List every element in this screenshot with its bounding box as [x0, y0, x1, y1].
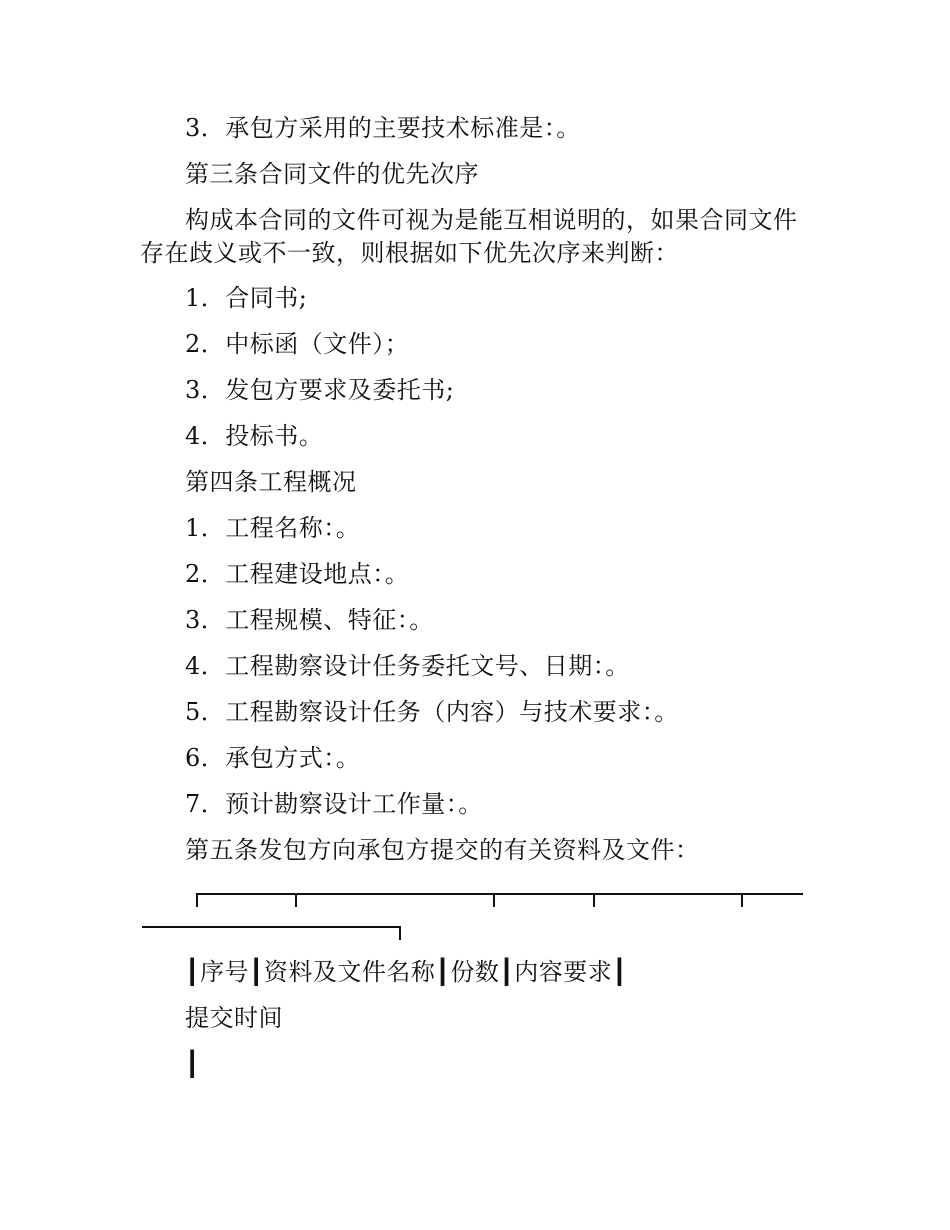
list-item: 1．合同书; [185, 284, 308, 312]
table-header-row: ┃序号┃资料及文件名称┃份数┃内容要求┃ [185, 958, 628, 986]
section-heading: 第四条工程概况 [185, 468, 357, 496]
border-line [142, 926, 401, 928]
list-item: 1．工程名称：。 [185, 514, 361, 542]
section-heading: 第三条合同文件的优先次序 [185, 160, 479, 188]
border-tick [593, 893, 595, 907]
border-line [196, 893, 803, 895]
list-item: 5．工程勘察设计任务（内容）与技术要求：。 [185, 698, 679, 726]
border-tick [196, 893, 198, 907]
border-tick [295, 893, 297, 907]
list-item: 4．投标书。 [185, 422, 324, 450]
text-line: 3．承包方采用的主要技术标准是：。 [185, 114, 581, 142]
text-line: 构成本合同的文件可视为是能互相说明的，如果合同文件 [185, 206, 798, 234]
list-item: 2．中标函（文件）； [185, 330, 410, 358]
list-item: 6．承包方式：。 [185, 744, 361, 772]
list-item: 3．发包方要求及委托书; [185, 376, 455, 404]
list-item: 3．工程规模、特征：。 [185, 606, 434, 634]
border-tick [399, 926, 401, 940]
table-header-continuation: 提交时间 [185, 1004, 283, 1032]
border-tick [493, 893, 495, 907]
table-row-start: ┃ [185, 1050, 200, 1078]
list-item: 7．预计勘察设计工作量：。 [185, 790, 483, 818]
border-tick [741, 893, 743, 907]
text-line: 存在歧义或不一致，则根据如下优先次序来判断： [140, 239, 679, 267]
list-item: 4．工程勘察设计任务委托文号、日期：。 [185, 652, 630, 680]
list-item: 2．工程建设地点：。 [185, 560, 410, 588]
section-heading: 第五条发包方向承包方提交的有关资料及文件： [185, 836, 700, 864]
